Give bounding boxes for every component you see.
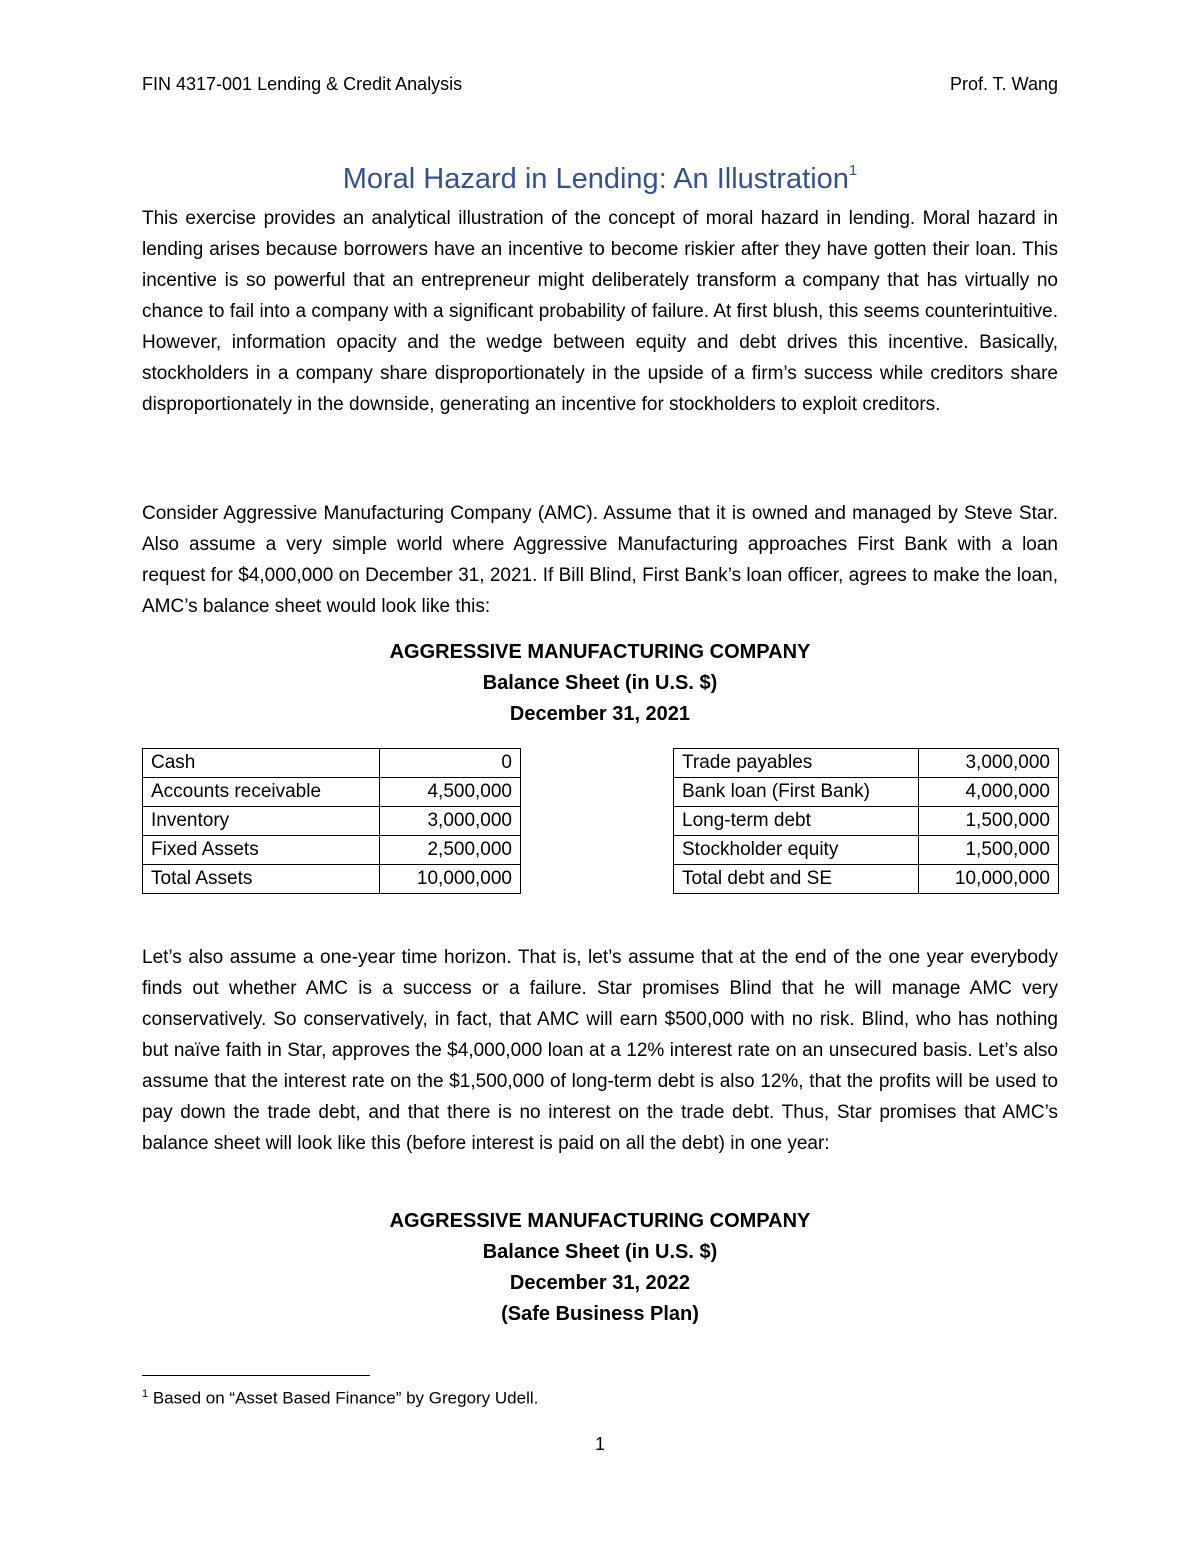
asset-label: Fixed Assets: [143, 836, 380, 865]
table-row: [143, 807, 521, 836]
liabilities-table: [673, 748, 1059, 894]
asset-label: Total Assets: [143, 865, 380, 894]
liability-value: 10,000,000: [919, 865, 1059, 894]
title-footnote-ref: 1: [848, 162, 858, 180]
balance-sheet-2-date: December 31, 2022: [509, 1272, 691, 1294]
liability-value: 1,500,000: [919, 807, 1059, 836]
page-number: 1: [594, 1434, 605, 1454]
footnote-marker: 1: [142, 1388, 149, 1400]
asset-value: 4,500,000: [380, 778, 521, 807]
table-row: [143, 836, 521, 865]
table-row: [674, 807, 1059, 836]
header-instructor: Prof. T. Wang: [949, 74, 1058, 94]
balance-sheet-2-plan: (Safe Business Plan): [501, 1303, 699, 1325]
liability-label: Long-term debt: [674, 807, 919, 836]
intro-paragraph: This exercise provides an analytical illustration of the concept of moral hazard in lending. Moral hazard in lending arises because borrowers have an incentive to become riskier after they have gotten their loan. This incentive is so powerful that an entrepreneur might deliberately transform a company that has virtually no chance to fail into a company with a significant probability of failure. At first blush, this seems counterintuitive. However, information opacity and the wedge between equity and debt drives this incentive. Basically, stockholders in a company share disproportionately in the upside of a firm’s success while creditors share disproportionately in the downside, generating an incentive for stockholders to exploit creditors.: [142, 208, 1058, 415]
balance-sheet-1-caption: [0, 637, 1200, 730]
balance-sheet-1-subtitle: Balance Sheet (in U.S. $): [482, 672, 718, 694]
balance-sheet-1-company: AGGRESSIVE MANUFACTURING COMPANY: [389, 641, 811, 663]
amc-paragraph: Consider Aggressive Manufacturing Company (AMC). Assume that it is owned and managed by Steve Star. Also assume a very simple world where Aggressive Manufacturing approaches First Bank with a loan request for $4,000,000 on December 31, 2021. If Bill Blind, First Bank’s loan officer, agrees to make the loan, AMC’s balance sheet would look like this:: [142, 503, 1058, 617]
asset-label: Inventory: [143, 807, 380, 836]
liability-value: 1,500,000: [919, 836, 1059, 865]
balance-sheet-2-subtitle: Balance Sheet (in U.S. $): [482, 1241, 718, 1263]
header-course: FIN 4317-001 Lending & Credit Analysis: [142, 74, 463, 94]
table-row: [143, 749, 521, 778]
table-row: [674, 749, 1059, 778]
asset-value: 10,000,000: [380, 865, 521, 894]
liability-label: Total debt and SE: [674, 865, 919, 894]
liability-label: Stockholder equity: [674, 836, 919, 865]
balance-sheet-2-caption: [0, 1206, 1200, 1330]
table-row: [674, 865, 1059, 894]
liability-label: Trade payables: [674, 749, 919, 778]
asset-label: Accounts receivable: [143, 778, 380, 807]
asset-value: 0: [380, 749, 521, 778]
liability-label: Bank loan (First Bank): [674, 778, 919, 807]
table-row: [674, 778, 1059, 807]
liability-value: 4,000,000: [919, 778, 1059, 807]
footnote-separator: [142, 1375, 370, 1376]
document-title-text: Moral Hazard in Lending: An Illustration: [342, 163, 849, 195]
table-row: [143, 865, 521, 894]
document-title: [0, 163, 1200, 196]
asset-value: 3,000,000: [380, 807, 521, 836]
footnote-text: Based on “Asset Based Finance” by Gregory Udell.: [148, 1388, 539, 1408]
footnote: [142, 1388, 538, 1409]
assets-table: [142, 748, 521, 894]
table-row: [674, 836, 1059, 865]
balance-sheet-2-company: AGGRESSIVE MANUFACTURING COMPANY: [389, 1210, 811, 1232]
assumptions-paragraph: Let’s also assume a one-year time horizon. That is, let’s assume that at the end of the one year everybody finds out whether AMC is a success or a failure. Star promises Blind that he will manage AMC very conservatively. So conservatively, in fact, that AMC will earn $500,000 with no risk. Blind, who has nothing but naïve faith in Star, approves the $4,000,000 loan at a 12% interest rate on an unsecured basis. Let’s also assume that the interest rate on the $1,500,000 of long-term debt is also 12%, that the profits will be used to pay down the trade debt, and that there is no interest on the trade debt. Thus, Star promises that AMC’s balance sheet will look like this (before interest is paid on all the debt) in one year:: [142, 947, 1058, 1154]
balance-sheet-1-date: December 31, 2021: [509, 703, 691, 725]
asset-label: Cash: [143, 749, 380, 778]
asset-value: 2,500,000: [380, 836, 521, 865]
table-row: [143, 778, 521, 807]
page-header: [142, 74, 1058, 95]
liability-value: 3,000,000: [919, 749, 1059, 778]
